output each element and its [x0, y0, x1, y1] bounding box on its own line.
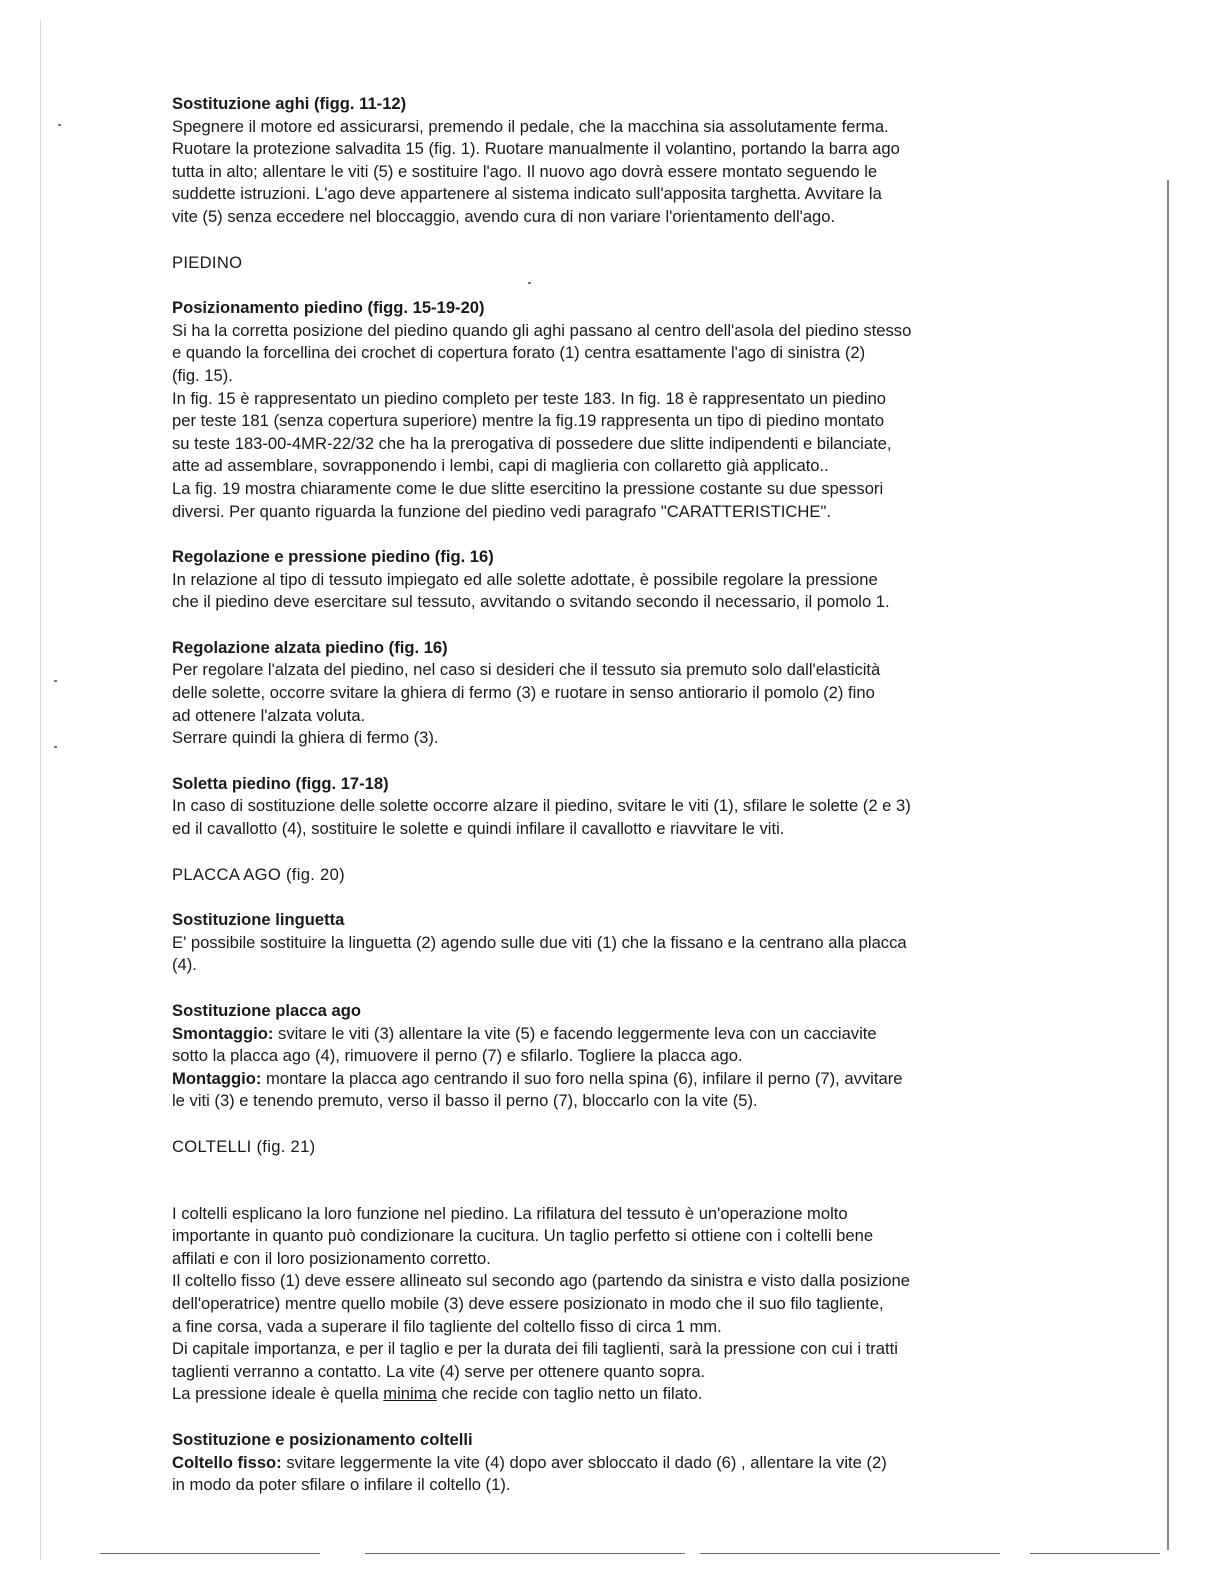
section-heading-piedino: PIEDINO [172, 252, 243, 272]
section-title-sostituzione-coltelli: Sostituzione e posizionamento coltelli [172, 1429, 473, 1449]
text-montaggio: montare la placca ago centrando il suo foro nella spina (6), infilare il perno (7), avvitare le viti (3) e tenendo premuto, verso il basso il perno (7), bloccarlo con la vite (5). [172, 1068, 903, 1111]
scan-bottom-dash [700, 1553, 1000, 1554]
section-title-soletta-piedino: Soletta piedino (figg. 17-18) [172, 773, 389, 793]
label-coltello-fisso: Coltello fisso: [172, 1452, 282, 1472]
section-title-posizionamento-piedino: Posizionamento piedino (figg. 15-19-20) [172, 298, 485, 318]
scan-right-edge [1167, 180, 1169, 1550]
section-title-sostituzione-aghi: Sostituzione aghi (figg. 11-12) [172, 94, 407, 113]
scan-speck [54, 746, 57, 748]
paragraph-smontaggio [172, 1023, 992, 1068]
scan-bottom-dash [100, 1553, 320, 1554]
section-title-sostituzione-placca: Sostituzione placca ago [172, 1001, 362, 1020]
manual-page-text [172, 93, 992, 1497]
paragraph-regolazione-pressione: In relazione al tipo di tessuto impiegato ed alle solette adottate, è possibile regolare la pressione che il piedino deve esercitare sul tessuto, avvitando o svitando secondo il necessario, il pomolo 1. [172, 569, 890, 612]
scan-margin-line [40, 20, 41, 1560]
scan-bottom-dash [365, 1553, 685, 1554]
section-title-regolazione-pressione: Regolazione e pressione piedino (fig. 16) [172, 547, 494, 567]
text-coltello-fisso: svitare leggermente la vite (4) dopo aver sbloccato il dado (6) , allentare la vite (2) in modo da poter sfilare o infilare il coltello (1). [172, 1452, 887, 1495]
paragraph-regolazione-alzata: Per regolare l'alzata del piedino, nel caso si desideri che il tessuto sia premuto solo dall'elasticità delle solette, occorre svitare la ghiera di fermo (3) e ruotare in senso antiorario il pomolo (2) fino ad ottenere l'alzata voluta. Serrare quindi la ghiera di fermo (3). [172, 660, 881, 748]
paragraph-coltello-fisso [172, 1452, 992, 1497]
label-smontaggio: Smontaggio: [172, 1023, 274, 1043]
paragraph-soletta-piedino: In caso di sostituzione delle solette occorre alzare il piedino, svitare le viti (1), sfilare le solette (2 e 3) ed il cavallotto (4), sostituire le solette e quindi infilare il cavallotto e riavvitare le viti. [172, 796, 911, 839]
paragraph-posizionamento-piedino: Si ha la corretta posizione del piedino quando gli aghi passano al centro dell'asola del piedino stesso e quando la forcellina dei crochet di copertura forato (1) centra esattamente l'ago di sinistra (2) (fig. 15). In fig. 15 è rappresentato un piedino completo per teste 183. In fig. 18 è rappresentato un piedino per teste 181 (senza copertura superiore) mentre la fig.19 rappresenta un tipo di piedino montato su teste 183-00-4MR-22/32 che ha la prerogativa di possedere due slitte indipendenti e bilanciate, atte ad assemblare, sovrapponendo i lembi, capi di maglieria con collaretto già applicato.. La fig. 19 mostra chiaramente come le due slitte esercitino la pressione costante su due spessori diversi. Per quanto riguarda la funzione del piedino vedi paragrafo "CARATTERISTICHE". [172, 320, 912, 521]
scan-bottom-dash [1030, 1553, 1160, 1554]
underlined-minima: minima [383, 1384, 437, 1404]
paragraph-coltelli [172, 1203, 992, 1406]
section-title-sostituzione-linguetta: Sostituzione linguetta [172, 910, 345, 930]
text-smontaggio: svitare le viti (3) allentare la vite (5) e facendo leggermente leva con un cacciavite sotto la placca ago (4), rimuovere il perno (7) e sfilarlo. Togliere la placca ago. [172, 1023, 877, 1066]
paragraph-montaggio [172, 1068, 992, 1113]
paragraph-sostituzione-aghi: Spegnere il motore ed assicurarsi, premendo il pedale, che la macchina sia assolutamente ferma. Ruotare la protezione salvadita 15 (fig. 1). Ruotare manualmente il volantino, portando la barra ago tutta in alto; allentare le viti (5) e sostituire l'ago. Il nuovo ago dovrà essere montato seguendo le suddette istruzioni. L'ago deve appartenere al sistema indicato sull'apposita targhetta. Avvitare la vite (5) senza eccedere nel bloccaggio, avendo cura di non variare l'orientamento dell'ago. [172, 116, 900, 226]
section-heading-placca-ago: PLACCA AGO (fig. 20) [172, 864, 345, 884]
section-heading-coltelli: COLTELLI (fig. 21) [172, 1136, 316, 1156]
text-coltelli-end: che recide con taglio netto un filato. [436, 1384, 703, 1404]
paragraph-sostituzione-linguetta: E' possibile sostituire la linguetta (2) agendo sulle due viti (1) che la fissano e la centrano alla placca (4). [172, 932, 907, 975]
label-montaggio: Montaggio: [172, 1068, 262, 1088]
scan-speck [54, 680, 57, 682]
section-title-regolazione-alzata: Regolazione alzata piedino (fig. 16) [172, 637, 448, 657]
scan-speck [58, 124, 61, 126]
text-coltelli-main: I coltelli esplicano la loro funzione nel piedino. La rifilatura del tessuto è un'operazione molto importante in quanto può condizionare la cucitura. Un taglio perfetto si ottiene con i coltelli bene affilati e con il loro posizionamento corretto. Il coltello fisso (1) deve essere allineato sul secondo ago (partendo da sinistra e visto dalla posizione dell'operatrice) mentre quello mobile (3) deve essere posizionato in modo che il suo filo tagliente, a fine corsa, vada a superare il filo tagliente del coltello fisso di circa 1 mm. Di capitale importanza, e per il taglio e per la durata dei fili taglienti, sarà la pressione con cui i tratti taglienti verranno a contatto. La vite (4) serve per ottenere quanto sopra. La pressione ideale è quella [172, 1203, 910, 1404]
